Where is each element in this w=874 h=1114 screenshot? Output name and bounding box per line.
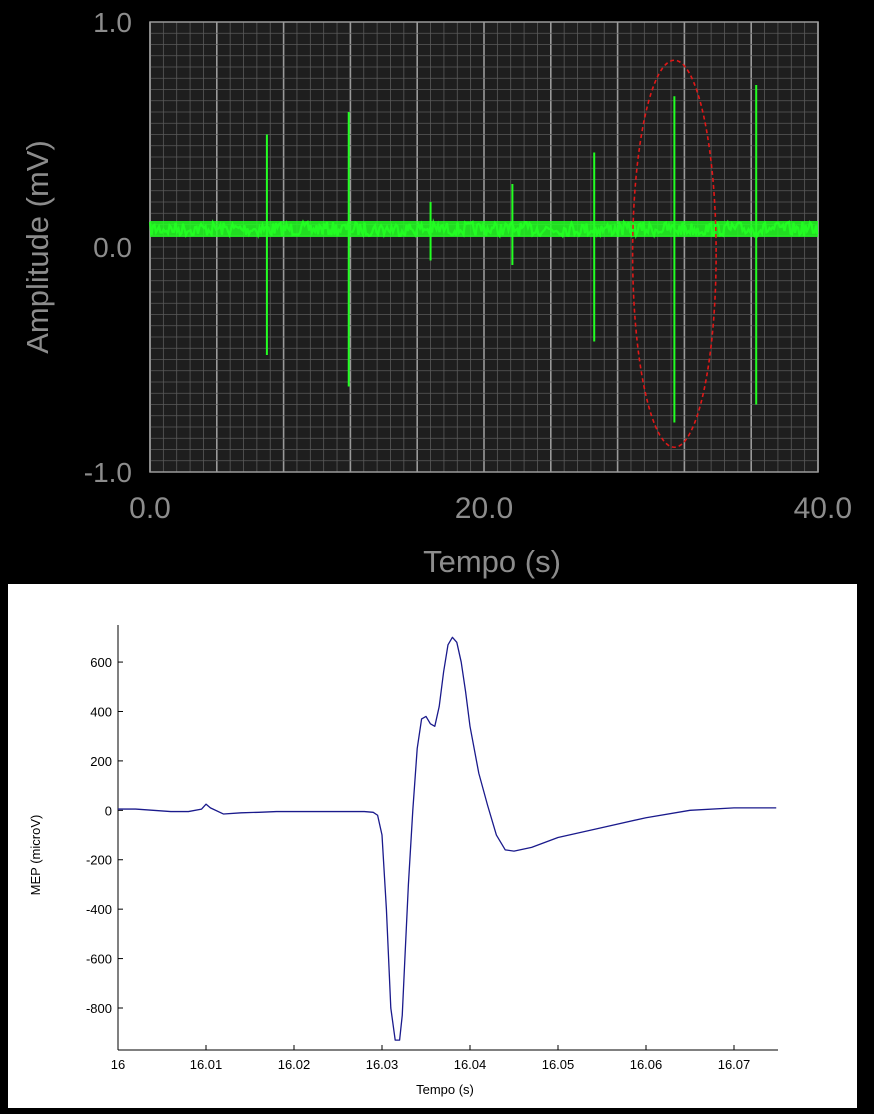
bottom-plot-panel bbox=[8, 584, 857, 1108]
top-grid bbox=[150, 22, 818, 472]
x-tick-label: 16.04 bbox=[453, 1057, 487, 1072]
y-tick-label: 400 bbox=[90, 704, 112, 720]
x-tick-label: 0.0 bbox=[129, 492, 171, 525]
y-tick-label: 600 bbox=[90, 655, 112, 671]
x-tick-label: 16.06 bbox=[629, 1057, 663, 1072]
x-tick-label: 16.03 bbox=[365, 1057, 399, 1072]
x-tick-label: 16.07 bbox=[717, 1057, 751, 1072]
y-tick-label: 1.0 bbox=[93, 7, 132, 38]
x-tick-label: 40.0 bbox=[793, 492, 852, 525]
top-x-axis-label: Tempo (s) bbox=[423, 544, 561, 579]
y-tick-label: 200 bbox=[90, 753, 112, 769]
y-tick-label: 0.0 bbox=[93, 232, 132, 263]
bottom-y-axis-label: MEP (microV) bbox=[28, 814, 43, 896]
top-y-axis-label: Amplitude (mV) bbox=[20, 140, 55, 354]
y-tick-label: -600 bbox=[85, 951, 112, 967]
x-tick-label: 16 bbox=[110, 1057, 126, 1072]
x-tick-label: 16.05 bbox=[541, 1057, 575, 1072]
x-tick-label: 16.01 bbox=[189, 1057, 223, 1072]
bottom-x-axis-label: Tempo (s) bbox=[416, 1082, 474, 1097]
y-tick-label: 0 bbox=[104, 803, 112, 819]
x-tick-label: 16.02 bbox=[277, 1057, 311, 1072]
bottom-chart bbox=[8, 584, 857, 1108]
y-tick-label: -1.0 bbox=[83, 457, 132, 488]
x-tick-label: 20.0 bbox=[454, 492, 514, 525]
y-tick-label: -200 bbox=[85, 852, 112, 868]
y-tick-label: -800 bbox=[85, 1000, 112, 1016]
baseline-band bbox=[150, 221, 818, 237]
y-tick-label: -400 bbox=[85, 902, 112, 918]
